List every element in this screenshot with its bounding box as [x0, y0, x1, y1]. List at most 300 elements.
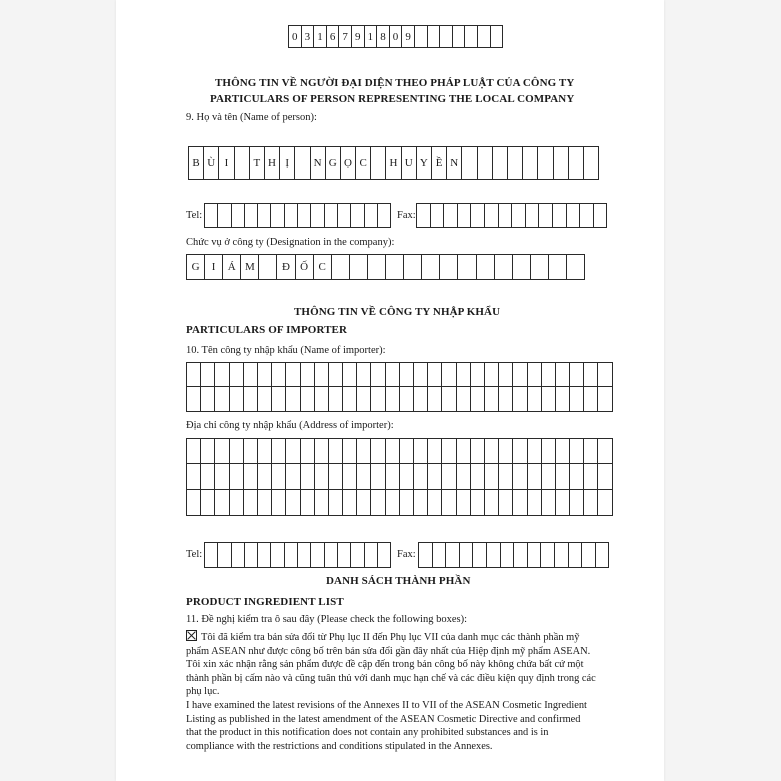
rep-tel-boxes[interactable]	[204, 203, 391, 228]
char-box[interactable]	[371, 363, 385, 386]
char-box[interactable]	[357, 363, 371, 386]
char-box[interactable]	[584, 147, 599, 179]
char-box[interactable]	[457, 363, 471, 386]
designation-boxes[interactable]	[186, 254, 585, 280]
char-box[interactable]	[215, 363, 229, 386]
char-box[interactable]	[285, 543, 298, 567]
ingredients-title-vi: DANH SÁCH THÀNH PHẦN	[326, 575, 471, 587]
char-box[interactable]	[187, 363, 201, 386]
char-box[interactable]	[541, 543, 555, 567]
char-box[interactable]	[584, 490, 598, 515]
char-box[interactable]	[528, 363, 542, 386]
char-box[interactable]	[365, 204, 378, 227]
char-box[interactable]	[487, 543, 501, 567]
char-box[interactable]	[512, 204, 526, 227]
char-box[interactable]	[431, 204, 445, 227]
char-box[interactable]	[528, 490, 542, 515]
char-box[interactable]	[245, 204, 258, 227]
char-box[interactable]	[400, 363, 414, 386]
char-box[interactable]: Ọ	[341, 147, 356, 179]
char-box[interactable]	[462, 147, 477, 179]
char-box[interactable]	[491, 26, 504, 47]
char-box[interactable]	[485, 204, 499, 227]
char-box[interactable]	[471, 490, 485, 515]
char-box[interactable]	[584, 439, 598, 463]
char-box[interactable]	[371, 490, 385, 515]
char-box[interactable]	[329, 363, 343, 386]
char-box[interactable]	[378, 204, 391, 227]
char-box[interactable]	[244, 464, 258, 489]
char-box[interactable]	[556, 363, 570, 386]
char-box[interactable]	[201, 490, 215, 515]
char-box[interactable]	[201, 464, 215, 489]
statement-vi-text: Tôi đã kiểm tra bản sửa đổi từ Phụ lục II đến Phụ lục VII của danh mục các thành phần mỹ phẩm ASEAN như được công bố trên bản sửa đổi gần đây nhất của Hiệp định mỹ phẩm ASEAN. Tôi xin xác nhận rằng sản phẩm được đề cập đến trong bản công bố này không chứa bất cứ một thành phần bị cấm nào và cũng tuân thủ với danh mục hạn chế và các điều kiện quy định trong các phụ lục.	[186, 632, 596, 698]
char-box[interactable]	[187, 387, 201, 411]
char-box[interactable]	[386, 439, 400, 463]
char-box[interactable]	[485, 387, 499, 411]
char-box[interactable]	[458, 255, 476, 279]
char-box[interactable]	[368, 255, 386, 279]
char-box[interactable]	[301, 387, 315, 411]
char-box[interactable]	[458, 204, 472, 227]
char-box[interactable]	[444, 204, 458, 227]
char-box[interactable]	[594, 204, 608, 227]
char-box[interactable]	[329, 464, 343, 489]
char-box[interactable]	[258, 204, 271, 227]
char-box[interactable]	[414, 387, 428, 411]
char-box[interactable]: Ị	[280, 147, 295, 179]
char-box[interactable]	[514, 543, 528, 567]
char-box[interactable]	[528, 464, 542, 489]
char-box[interactable]: 0	[390, 26, 403, 47]
char-box[interactable]	[570, 490, 584, 515]
char-box[interactable]: 6	[327, 26, 340, 47]
char-box[interactable]	[440, 255, 458, 279]
importer-tel-boxes[interactable]	[204, 542, 391, 568]
char-box[interactable]	[205, 204, 218, 227]
char-box[interactable]	[371, 387, 385, 411]
char-box[interactable]	[528, 439, 542, 463]
char-box[interactable]	[258, 543, 271, 567]
char-box[interactable]	[230, 387, 244, 411]
char-box[interactable]	[365, 543, 378, 567]
char-box[interactable]	[201, 363, 215, 386]
char-box[interactable]	[371, 464, 385, 489]
char-box[interactable]: 1	[314, 26, 327, 47]
importer-title-en: PARTICULARS OF IMPORTER	[186, 324, 348, 336]
char-box[interactable]	[371, 147, 386, 179]
char-box[interactable]	[442, 363, 456, 386]
checked-box-icon[interactable]	[186, 630, 197, 641]
char-box[interactable]: 7	[339, 26, 352, 47]
char-box[interactable]	[272, 363, 286, 386]
char-box[interactable]	[553, 204, 567, 227]
char-box[interactable]	[311, 204, 324, 227]
char-box[interactable]	[495, 255, 513, 279]
char-box[interactable]	[419, 543, 433, 567]
char-box[interactable]	[311, 543, 324, 567]
char-box[interactable]	[457, 464, 471, 489]
char-box[interactable]	[542, 439, 556, 463]
char-box[interactable]: Ề	[432, 147, 447, 179]
importer-address-label: Địa chỉ công ty nhập khẩu (Address of importer):	[186, 420, 394, 431]
char-box[interactable]	[315, 363, 329, 386]
char-box[interactable]: 1	[365, 26, 378, 47]
char-box[interactable]	[272, 464, 286, 489]
char-box[interactable]	[485, 490, 499, 515]
char-box[interactable]	[404, 255, 422, 279]
char-box[interactable]	[400, 490, 414, 515]
char-box[interactable]: T	[250, 147, 265, 179]
char-box[interactable]	[271, 543, 284, 567]
char-box[interactable]	[513, 464, 527, 489]
char-box[interactable]: C	[314, 255, 332, 279]
char-box[interactable]	[598, 387, 612, 411]
char-box[interactable]: 0	[289, 26, 302, 47]
char-box[interactable]	[584, 363, 598, 386]
char-box[interactable]	[386, 363, 400, 386]
char-box[interactable]	[542, 363, 556, 386]
char-box[interactable]	[298, 204, 311, 227]
char-box[interactable]: 3	[302, 26, 315, 47]
char-box[interactable]	[245, 543, 258, 567]
char-box[interactable]	[471, 363, 485, 386]
char-box[interactable]: N	[311, 147, 326, 179]
importer-title-vi: THÔNG TIN VỀ CÔNG TY NHẬP KHẨU	[294, 306, 501, 318]
char-box[interactable]	[457, 490, 471, 515]
char-box[interactable]	[556, 387, 570, 411]
char-box[interactable]: I	[205, 255, 223, 279]
char-box[interactable]	[215, 387, 229, 411]
char-box[interactable]	[386, 464, 400, 489]
char-box[interactable]: H	[386, 147, 401, 179]
char-box[interactable]	[513, 363, 527, 386]
char-box[interactable]	[329, 439, 343, 463]
char-box[interactable]	[428, 490, 442, 515]
char-box[interactable]	[428, 363, 442, 386]
char-box[interactable]: 9	[402, 26, 415, 47]
char-box[interactable]	[499, 363, 513, 386]
char-box[interactable]	[295, 147, 310, 179]
char-box[interactable]	[343, 439, 357, 463]
char-box[interactable]	[584, 464, 598, 489]
char-box[interactable]	[218, 204, 231, 227]
char-box[interactable]: Á	[223, 255, 241, 279]
char-box[interactable]	[244, 439, 258, 463]
char-box[interactable]	[215, 490, 229, 515]
char-box[interactable]	[478, 26, 491, 47]
char-box[interactable]	[567, 204, 581, 227]
char-box[interactable]	[218, 543, 231, 567]
char-box[interactable]	[351, 543, 364, 567]
char-box[interactable]	[570, 387, 584, 411]
char-box[interactable]	[357, 439, 371, 463]
char-box[interactable]	[556, 490, 570, 515]
char-box[interactable]	[485, 363, 499, 386]
rep-fax-label: Fax:	[397, 210, 416, 221]
char-box[interactable]	[301, 490, 315, 515]
char-box[interactable]	[554, 147, 569, 179]
char-box[interactable]	[598, 464, 612, 489]
char-box[interactable]	[343, 363, 357, 386]
char-box[interactable]	[539, 204, 553, 227]
char-box[interactable]	[442, 490, 456, 515]
char-box[interactable]	[315, 387, 329, 411]
char-box[interactable]	[513, 439, 527, 463]
char-box[interactable]	[460, 543, 474, 567]
char-box[interactable]	[272, 387, 286, 411]
char-box[interactable]	[442, 387, 456, 411]
char-box[interactable]	[556, 439, 570, 463]
char-box[interactable]	[343, 490, 357, 515]
char-box[interactable]	[325, 543, 338, 567]
form-page	[116, 0, 664, 781]
char-box[interactable]	[440, 26, 453, 47]
char-box[interactable]	[478, 147, 493, 179]
char-box[interactable]	[513, 490, 527, 515]
person-name-boxes[interactable]	[188, 146, 599, 180]
importer-name-boxes[interactable]	[186, 362, 613, 412]
char-box[interactable]	[414, 490, 428, 515]
char-box[interactable]: I	[219, 147, 234, 179]
char-box[interactable]	[433, 543, 447, 567]
statement-vi	[186, 630, 596, 699]
char-box[interactable]: Ù	[204, 147, 219, 179]
char-box[interactable]: Ố	[296, 255, 314, 279]
importer-fax-label: Fax:	[397, 549, 416, 560]
char-box[interactable]	[417, 204, 431, 227]
importer-address-boxes[interactable]	[186, 438, 613, 516]
char-box[interactable]	[570, 363, 584, 386]
char-box[interactable]	[315, 490, 329, 515]
char-box[interactable]	[442, 439, 456, 463]
box-row[interactable]	[186, 464, 613, 490]
char-box[interactable]	[301, 439, 315, 463]
char-box[interactable]: H	[265, 147, 280, 179]
char-box[interactable]	[272, 439, 286, 463]
char-box[interactable]	[465, 26, 478, 47]
char-box[interactable]	[215, 439, 229, 463]
char-box[interactable]	[286, 439, 300, 463]
char-box[interactable]: B	[189, 147, 204, 179]
char-box[interactable]	[378, 543, 391, 567]
char-box[interactable]	[286, 464, 300, 489]
char-box[interactable]: 9	[352, 26, 365, 47]
char-box[interactable]	[371, 439, 385, 463]
char-box[interactable]	[567, 255, 585, 279]
char-box[interactable]	[513, 387, 527, 411]
char-box[interactable]	[596, 543, 610, 567]
char-box[interactable]	[499, 387, 513, 411]
char-box[interactable]	[301, 363, 315, 386]
char-box[interactable]: Đ	[277, 255, 295, 279]
char-box[interactable]	[386, 387, 400, 411]
char-box[interactable]	[187, 490, 201, 515]
char-box[interactable]	[258, 490, 272, 515]
char-box[interactable]	[400, 387, 414, 411]
char-box[interactable]: 8	[377, 26, 390, 47]
char-box[interactable]	[414, 464, 428, 489]
char-box[interactable]	[569, 543, 583, 567]
char-box[interactable]	[598, 439, 612, 463]
char-box[interactable]	[538, 147, 553, 179]
char-box[interactable]	[338, 204, 351, 227]
char-box[interactable]	[230, 490, 244, 515]
char-box[interactable]	[569, 147, 584, 179]
char-box[interactable]	[285, 204, 298, 227]
char-box[interactable]	[258, 439, 272, 463]
char-box[interactable]	[542, 464, 556, 489]
char-box[interactable]	[258, 363, 272, 386]
char-box[interactable]	[485, 464, 499, 489]
tax-code-boxes	[288, 25, 503, 48]
char-box[interactable]	[230, 439, 244, 463]
char-box[interactable]	[549, 255, 567, 279]
char-box[interactable]	[428, 464, 442, 489]
char-box[interactable]	[357, 464, 371, 489]
char-box[interactable]	[386, 490, 400, 515]
char-box[interactable]: U	[402, 147, 417, 179]
char-box[interactable]	[271, 204, 284, 227]
char-box[interactable]	[582, 543, 596, 567]
char-box[interactable]	[457, 387, 471, 411]
char-box[interactable]: G	[187, 255, 205, 279]
char-box[interactable]	[531, 255, 549, 279]
char-box[interactable]	[272, 490, 286, 515]
char-box[interactable]	[329, 490, 343, 515]
char-box[interactable]: G	[326, 147, 341, 179]
char-box[interactable]	[338, 543, 351, 567]
char-box[interactable]	[499, 439, 513, 463]
representative-title-en: PARTICULARS OF PERSON REPRESENTING THE LOCAL COMPANY	[210, 93, 575, 105]
check-instruction-label: 11. Đề nghị kiểm tra ô sau đây (Please check the following boxes):	[186, 614, 467, 625]
char-box[interactable]	[428, 387, 442, 411]
char-box[interactable]	[428, 26, 441, 47]
importer-fax-boxes[interactable]	[418, 542, 609, 568]
char-box[interactable]	[473, 543, 487, 567]
char-box[interactable]	[414, 363, 428, 386]
char-box[interactable]	[351, 204, 364, 227]
char-box[interactable]	[499, 204, 513, 227]
char-box[interactable]	[542, 387, 556, 411]
char-box[interactable]	[259, 255, 277, 279]
char-box[interactable]	[357, 490, 371, 515]
char-box[interactable]	[414, 439, 428, 463]
box-row[interactable]	[186, 438, 613, 464]
rep-fax-boxes[interactable]	[416, 203, 607, 228]
char-box[interactable]	[528, 387, 542, 411]
char-box[interactable]	[570, 464, 584, 489]
char-box[interactable]	[471, 439, 485, 463]
char-box[interactable]	[244, 387, 258, 411]
char-box[interactable]	[499, 464, 513, 489]
char-box[interactable]	[258, 464, 272, 489]
char-box[interactable]	[471, 464, 485, 489]
char-box[interactable]	[513, 255, 531, 279]
char-box[interactable]	[230, 464, 244, 489]
char-box[interactable]	[332, 255, 350, 279]
char-box[interactable]	[446, 543, 460, 567]
char-box[interactable]	[315, 439, 329, 463]
char-box[interactable]	[187, 439, 201, 463]
char-box[interactable]	[400, 464, 414, 489]
char-box[interactable]	[457, 439, 471, 463]
char-box[interactable]	[201, 387, 215, 411]
char-box[interactable]	[422, 255, 440, 279]
char-box[interactable]	[528, 543, 542, 567]
char-box[interactable]	[499, 490, 513, 515]
char-box[interactable]	[286, 387, 300, 411]
char-box[interactable]	[386, 255, 404, 279]
char-box[interactable]	[580, 204, 594, 227]
char-box[interactable]	[526, 204, 540, 227]
char-box[interactable]	[315, 464, 329, 489]
char-box[interactable]: N	[447, 147, 462, 179]
char-box[interactable]	[343, 387, 357, 411]
char-box[interactable]	[205, 543, 218, 567]
char-box[interactable]	[508, 147, 523, 179]
char-box[interactable]	[230, 363, 244, 386]
char-box[interactable]	[244, 363, 258, 386]
char-box[interactable]	[501, 543, 515, 567]
designation-label: Chức vụ ở công ty (Designation in the company):	[186, 237, 395, 248]
char-box[interactable]	[555, 543, 569, 567]
char-box[interactable]	[244, 490, 258, 515]
char-box[interactable]	[400, 439, 414, 463]
char-box[interactable]	[232, 204, 245, 227]
char-box[interactable]	[325, 204, 338, 227]
char-box[interactable]	[471, 204, 485, 227]
char-box[interactable]	[477, 255, 495, 279]
char-box[interactable]	[235, 147, 250, 179]
statement-en: I have examined the latest revisions of the Annexes II to VII of the ASEAN Cosmetic Ingredient Listing as published in the latest amendment of the ASEAN Cosmetic Directive and confirmed that the product in this notification does not contain any prohibited substances and is in compliance with the restrictions and conditions stipulated in the Annexes.	[186, 700, 587, 752]
char-box[interactable]	[258, 387, 272, 411]
char-box[interactable]	[584, 387, 598, 411]
char-box[interactable]	[187, 464, 201, 489]
char-box[interactable]	[570, 439, 584, 463]
char-box[interactable]	[442, 464, 456, 489]
box-row[interactable]	[186, 387, 613, 412]
char-box[interactable]	[598, 490, 612, 515]
char-box[interactable]	[523, 147, 538, 179]
char-box[interactable]	[428, 439, 442, 463]
char-box[interactable]: C	[356, 147, 371, 179]
char-box[interactable]	[286, 363, 300, 386]
char-box[interactable]	[415, 26, 428, 47]
char-box[interactable]	[485, 439, 499, 463]
char-box[interactable]	[350, 255, 368, 279]
char-box[interactable]	[301, 464, 315, 489]
char-box[interactable]	[453, 26, 466, 47]
char-box[interactable]	[556, 464, 570, 489]
char-box[interactable]	[286, 490, 300, 515]
char-box[interactable]	[598, 363, 612, 386]
char-box[interactable]	[329, 387, 343, 411]
char-box[interactable]	[357, 387, 371, 411]
char-box[interactable]	[298, 543, 311, 567]
char-box[interactable]	[232, 543, 245, 567]
char-box[interactable]	[493, 147, 508, 179]
char-box[interactable]: Y	[417, 147, 432, 179]
char-box[interactable]: M	[241, 255, 259, 279]
char-box[interactable]	[215, 464, 229, 489]
char-box[interactable]	[542, 490, 556, 515]
char-box[interactable]	[471, 387, 485, 411]
char-box[interactable]	[343, 464, 357, 489]
box-row[interactable]	[186, 362, 613, 387]
box-row[interactable]	[186, 490, 613, 516]
char-box[interactable]	[201, 439, 215, 463]
